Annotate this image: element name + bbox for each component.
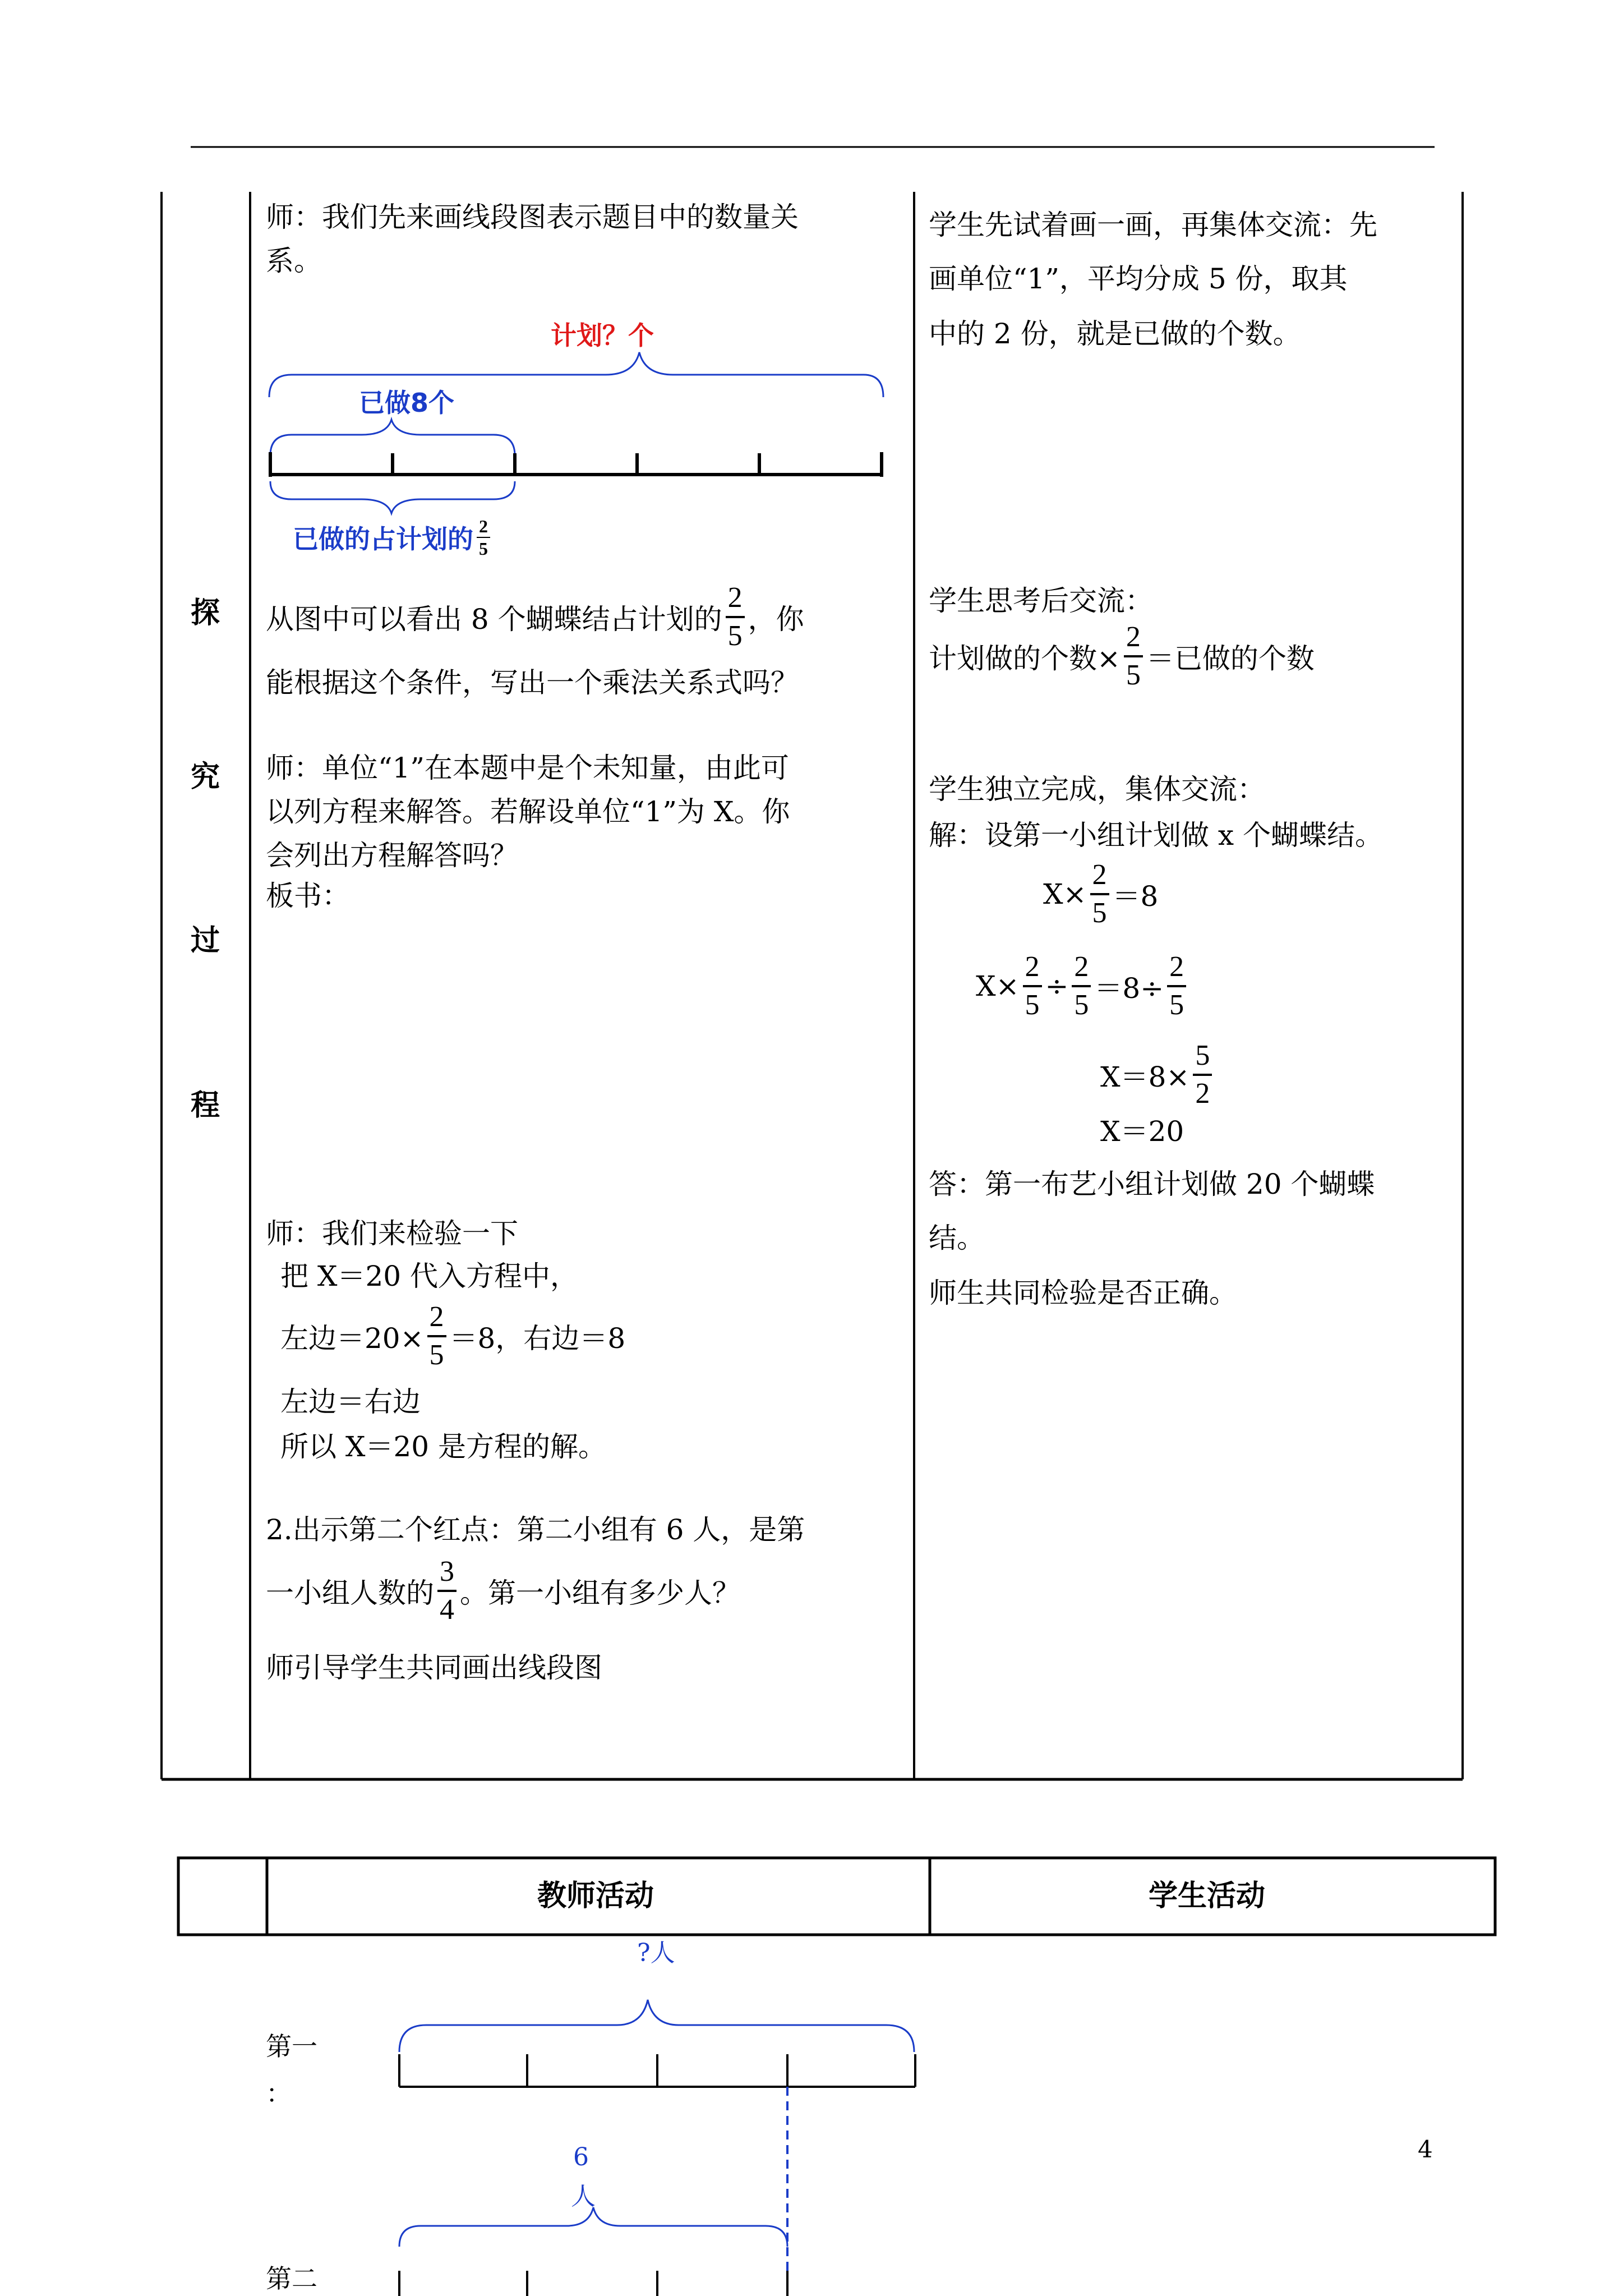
p2-line2 <box>266 1557 740 1625</box>
eq3-den: 2 <box>1195 1078 1210 1110</box>
student-activity-header: 学生活动 <box>1149 1879 1266 1913</box>
eq1-b: ＝8 <box>1112 880 1159 913</box>
teacher-intro-line2: 系。 <box>266 245 322 277</box>
eq2-num-3: 2 <box>1167 953 1186 987</box>
teacher-intro-line1: 师：我们先来画线段图表示题目中的数量关 <box>266 201 799 233</box>
first-group-colon: ： <box>266 2078 292 2109</box>
check-left <box>280 1303 625 1370</box>
six-brace <box>399 2207 787 2247</box>
student-answer-line2: 结。 <box>929 1222 985 1254</box>
board-label: 板书： <box>266 880 350 912</box>
eq2-den-2: 5 <box>1074 989 1089 1021</box>
eq1-den: 5 <box>1092 897 1107 929</box>
eq2-num-1: 2 <box>1023 953 1042 987</box>
ratio-fraction <box>477 517 490 558</box>
check-fraction <box>427 1303 446 1370</box>
student-s2-relation <box>929 623 1315 690</box>
eq3-fraction <box>1193 1041 1212 1108</box>
line-diagram-1 <box>269 352 883 513</box>
p2-den: 4 <box>440 1594 454 1626</box>
plan-label: 计划？个 <box>551 320 654 351</box>
done-brace <box>270 420 515 455</box>
section-char-2: 究 <box>191 760 220 794</box>
eq1-fraction <box>1090 861 1109 928</box>
ratio-text: 已做的占计划的 <box>293 524 473 554</box>
eq2-fraction-2 <box>1072 953 1091 1020</box>
q1-fraction <box>726 583 745 651</box>
student-s1-line1: 学生先试着画一画，再集体交流：先 <box>929 209 1377 241</box>
student-answer-line1: 答：第一布艺小组计划做 20 个蝴蝶 <box>929 1168 1375 1200</box>
second-segment <box>399 2271 787 2296</box>
table2-grid <box>178 1858 1495 1935</box>
teacher-q1-line1 <box>266 583 804 651</box>
first-segment <box>399 2054 915 2087</box>
q1-text-a: 从图中可以看出 8 个蝴蝶结占计划的 <box>266 603 722 636</box>
teacher-activity-header: 教师活动 <box>537 1879 654 1913</box>
check-sub: 把 X＝20 代入方程中， <box>280 1260 579 1292</box>
check-left-a: 左边＝20× <box>280 1322 424 1355</box>
section-char-3: 过 <box>191 923 220 958</box>
six-unit: 人 <box>571 2182 596 2211</box>
line-diagram-2 <box>399 2000 915 2296</box>
check-num: 2 <box>427 1303 446 1337</box>
s2-num: 2 <box>1124 623 1143 657</box>
s2-fraction <box>1124 623 1143 690</box>
section-char-4: 程 <box>191 1088 220 1122</box>
first-brace <box>399 2000 914 2052</box>
teacher-q2-line3: 会列出方程解答吗？ <box>266 839 518 872</box>
second-group-label: 第二 <box>266 2263 317 2294</box>
student-s1-line2: 画单位“1”，平均分成 5 份，取其 <box>929 263 1348 295</box>
eq2-op: ÷ <box>1045 970 1069 1002</box>
teacher-q2-line2: 以列方程来解答。若解设单位“1”为 X。你 <box>266 795 790 828</box>
q1-den: 5 <box>727 620 743 652</box>
check-eq: 左边＝右边 <box>280 1386 421 1418</box>
teacher-q2-line1: 师：单位“1”在本题中是个未知量，由此可 <box>266 752 789 784</box>
eq2-fraction-3 <box>1167 953 1186 1020</box>
teacher-q1-line2: 能根据这个条件，写出一个乘法关系式吗？ <box>266 666 799 699</box>
eq3-a: X＝8× <box>1100 1061 1190 1093</box>
check-conclusion: 所以 X＝20 是方程的解。 <box>280 1430 607 1463</box>
check-den: 5 <box>429 1339 444 1371</box>
page-number: 4 <box>1418 2136 1433 2163</box>
ratio-num: 2 <box>477 517 490 538</box>
student-s2-title: 学生思考后交流： <box>929 585 1153 617</box>
done-label: 已做8个 <box>359 388 455 418</box>
student-s3-solve: 解：设第一小组计划做 x 个蝴蝶结。 <box>929 819 1383 852</box>
eq1-a: X× <box>1043 878 1087 910</box>
equation-4: X＝20 <box>1100 1115 1184 1148</box>
eq2-a: X× <box>976 970 1020 1002</box>
s2-text-a: 计划做的个数× <box>929 642 1121 675</box>
s2-text-b: ＝已做的个数 <box>1146 642 1315 675</box>
ratio-label <box>293 517 494 558</box>
p2-num: 3 <box>437 1557 457 1592</box>
eq2-den-3: 5 <box>1169 989 1184 1021</box>
student-s1-line3: 中的 2 份，就是已做的个数。 <box>929 318 1301 350</box>
q1-num: 2 <box>726 583 745 618</box>
equation-1 <box>1043 861 1158 928</box>
p2-guide: 师引导学生共同画出线段图 <box>266 1651 602 1684</box>
eq2-den-1: 5 <box>1025 989 1040 1021</box>
equation-3 <box>1100 1041 1215 1108</box>
eq2-fraction-1 <box>1023 953 1042 1020</box>
p2-fraction <box>437 1557 457 1625</box>
student-s3-title: 学生独立完成，集体交流： <box>929 773 1265 806</box>
s2-den: 5 <box>1126 659 1141 691</box>
eq1-num: 2 <box>1090 861 1109 895</box>
student-verify: 师生共同检验是否正确。 <box>929 1277 1237 1309</box>
p2-text-b: 。第一小组有多少人？ <box>460 1577 740 1609</box>
p2-text-a: 一小组人数的 <box>266 1577 434 1609</box>
ratio-brace <box>270 481 515 513</box>
p2-line1: 2.出示第二个红点：第二小组有 6 人，是第 <box>266 1513 805 1546</box>
eq2-num-2: 2 <box>1072 953 1091 987</box>
section-char-1: 探 <box>191 596 220 630</box>
six-label: 6 <box>573 2143 589 2171</box>
eq3-num: 5 <box>1193 1041 1212 1076</box>
q1-text-b: ，你 <box>748 603 804 636</box>
check-title: 师：我们来检验一下 <box>266 1217 518 1250</box>
check-left-b: ＝8，右边＝8 <box>449 1322 626 1355</box>
equation-2 <box>976 953 1189 1020</box>
first-total-label: ?人 <box>637 1939 675 1967</box>
ratio-den: 5 <box>479 539 488 559</box>
first-group-label: 第一 <box>266 2031 317 2062</box>
eq2-b: ＝8÷ <box>1094 972 1164 1005</box>
